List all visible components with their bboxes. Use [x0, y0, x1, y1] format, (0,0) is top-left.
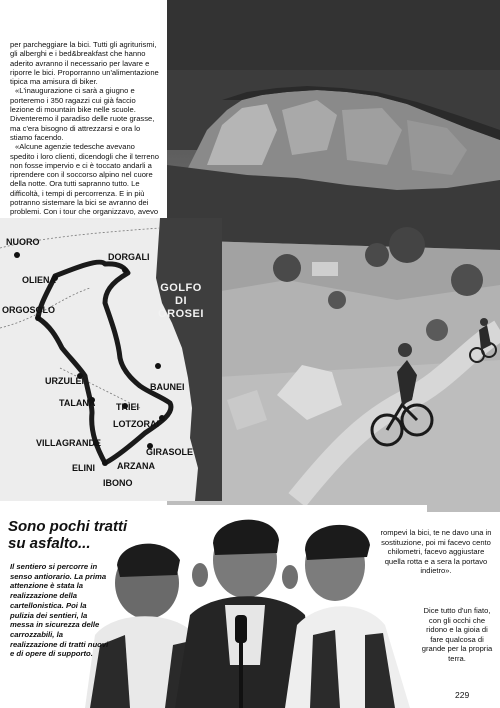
quote-closing: Dice tutto d'un fiato, con gli occhi che ridono e la gioia di fare qualcosa di grande per la propria terra.	[421, 606, 493, 663]
sea-label-line: OROSEI	[158, 308, 204, 320]
place-label-oliena: OLIENA	[22, 275, 57, 285]
page-number: 229	[455, 690, 470, 700]
route-map	[0, 218, 222, 501]
sidebar-caption: Il sentiero si percorre in senso antiorario. La prima attenzione è stata la realizzazione della cartellonistica. Poi la pulizia dei sentieri, la messa in sicurezza delle carrozzabili, la realizzazione di tratti nuovi e di opere di supporto.	[10, 562, 109, 659]
place-label-baunei: BAUNEI	[150, 382, 185, 392]
quote-continuation: rompevi la bici, te ne davo una in sostituzione, poi mi facevo cento chilometri, facevo aggiustare quella rotta e a sera la portavo indietro».	[380, 528, 492, 575]
place-label-ibono: IBONO	[103, 478, 133, 488]
sea-label-line: DI	[175, 295, 187, 307]
headline-line: su asfalto...	[8, 535, 91, 552]
article-column	[10, 40, 160, 226]
place-label-lotzorai: LOTZORAI	[113, 419, 159, 429]
sea-label-line: GOLFO	[160, 282, 202, 294]
place-label-girasole: GIRASOLE	[146, 447, 194, 457]
place-label-talana: TALANA	[59, 398, 96, 408]
section-headline	[8, 518, 158, 552]
sea-label	[156, 282, 206, 321]
place-label-villagrande: VILLAGRANDE	[36, 438, 101, 448]
article-paragraph: «Alcune agenzie tedesche avevano spedito i loro clienti, dicendogli che il terreno non fosse impervio e ci è toccato andarli a riprendere con il soccorso alpino nel cuore della notte. Ora tutti sapranno tutto. Le difficoltà, i tempi di percorrenza. E in più potranno sistemare la bici se avranno dei problemi. Con i tour che organizzavo, avevo	[10, 142, 160, 217]
article-paragraph: per parcheggiare la bici. Tutti gli agriturismi, gli alberghi e i bed&breakfast che hanno aderito avranno il necessario per lavare e riporre le bici. Proporranno un'alimentazione tipica ma amisura di biker.	[10, 40, 159, 87]
place-label-dorgali: DORGALI	[108, 252, 150, 262]
place-label-urzulei: URZULEI	[45, 376, 84, 386]
article-paragraph: «L'inaugurazione ci sarà a giugno e porteremo i 350 ragazzi cui già faccio lezione di mountain bike nelle scuole. Diventeremo il paradiso delle ruote grasse, ma c'era bisogno di attrezzarsi e ora lo stiamo facendo.	[10, 86, 155, 142]
place-label-triei: TRIEI	[116, 402, 140, 412]
place-label-orgosolo: ORGOSOLO	[2, 305, 56, 315]
place-label-elini: ELINI	[72, 463, 96, 473]
place-label-arzana: ARZANA	[117, 461, 155, 471]
headline-line: Sono pochi tratti	[8, 518, 128, 535]
place-label-nuoro: NUORO	[6, 237, 40, 247]
